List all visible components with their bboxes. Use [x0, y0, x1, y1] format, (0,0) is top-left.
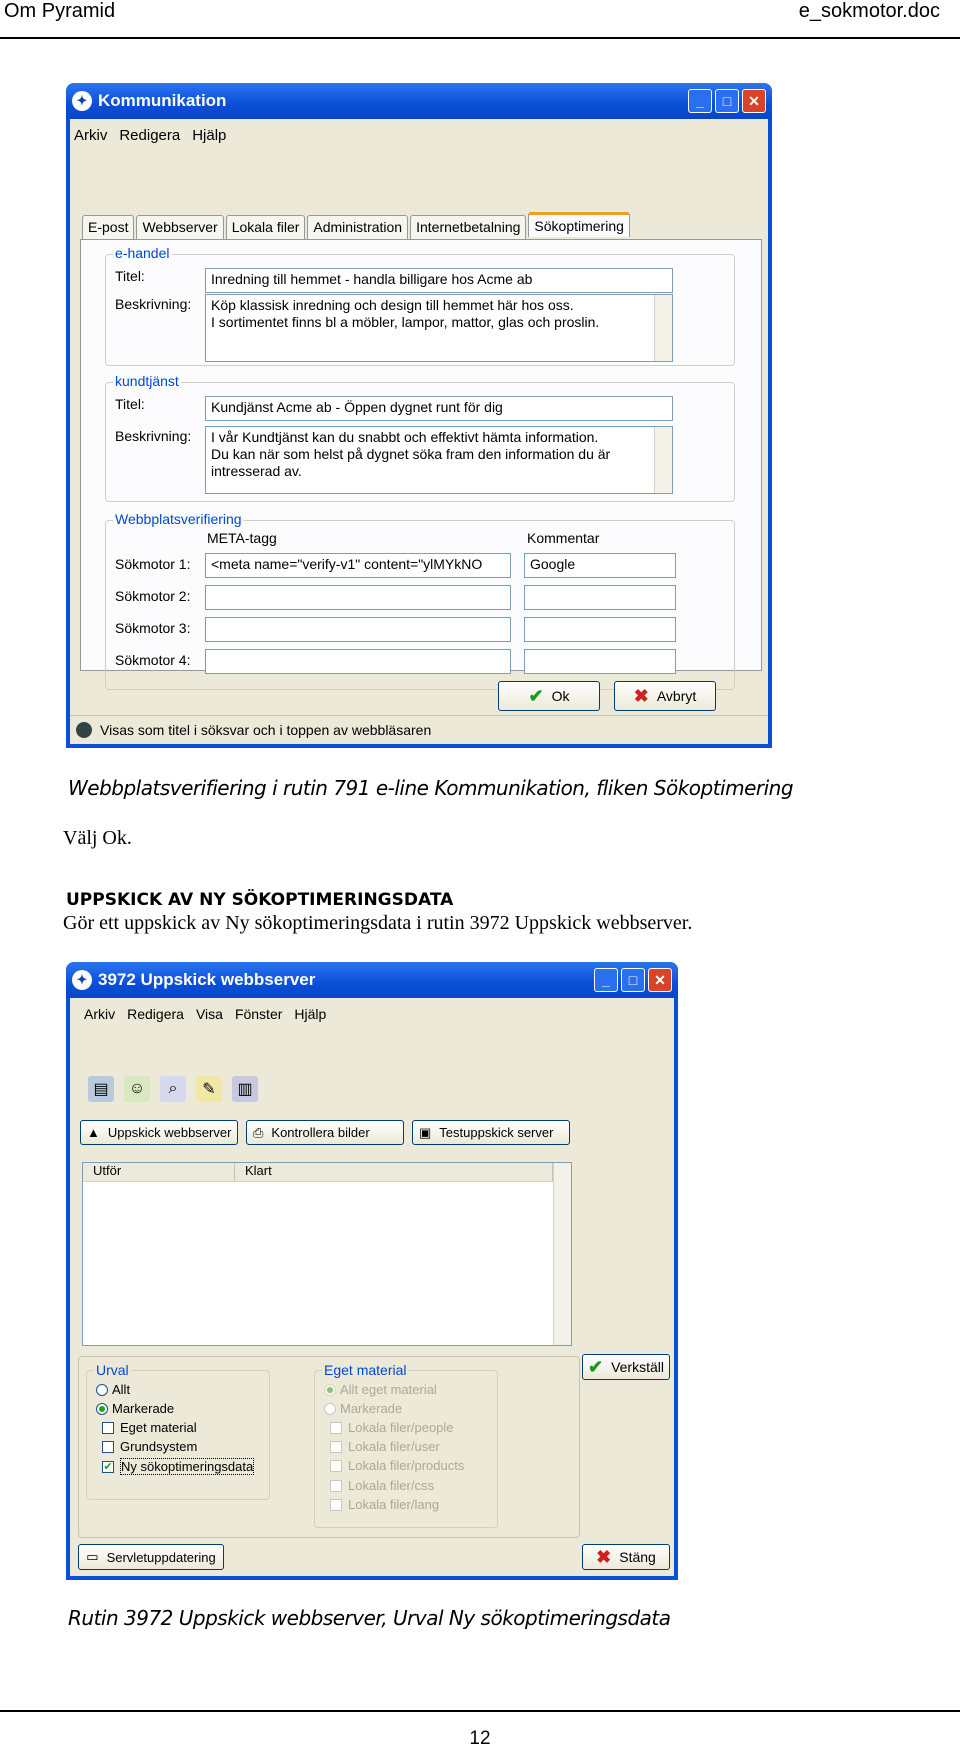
col-meta-label: META-tagg — [207, 530, 277, 546]
checkbox-eget-material[interactable]: Eget material — [102, 1420, 197, 1435]
tab-strip — [82, 215, 632, 240]
menu-visa[interactable]: Visa — [195, 1006, 223, 1022]
uppskick-window — [66, 962, 678, 1580]
sokmotor-1-kommentar-input[interactable]: Google — [524, 553, 676, 578]
sokmotor-2-kommentar-input[interactable] — [524, 585, 676, 610]
ehandel-desc-scrollbar[interactable] — [654, 295, 672, 361]
app-logo-icon: ✦ — [72, 91, 92, 111]
uppskick-webbserver-button[interactable] — [80, 1120, 238, 1145]
menu-fonster[interactable]: Fönster — [234, 1006, 283, 1022]
menu-arkiv[interactable]: Arkiv — [74, 127, 108, 144]
sokmotor-2-label: Sökmotor 2: — [115, 588, 191, 604]
checkbox-lokala-people[interactable]: Lokala filer/people — [330, 1420, 454, 1435]
footer-divider — [0, 1710, 960, 1712]
radio-allt-eget[interactable]: Allt eget material — [324, 1382, 437, 1397]
document-icon: ▣ — [419, 1124, 432, 1140]
menu-hjalp[interactable]: Hjälp — [294, 1006, 327, 1022]
verkstall-button[interactable] — [582, 1354, 670, 1380]
tab-panel — [80, 239, 762, 671]
maximize-icon[interactable]: □ — [621, 968, 645, 992]
testuppskick-server-button[interactable] — [412, 1120, 570, 1145]
uppskick-titlebar — [66, 962, 678, 998]
list-header — [83, 1163, 553, 1182]
kundtjanst-title-input[interactable]: Kundjänst Acme ab - Öppen dygnet runt för dig — [205, 396, 673, 421]
tab-internetbetalning[interactable]: Internetbetalning — [410, 215, 526, 240]
kundtjanst-desc-line2: Du kan när som helst på dygnet söka fram den information du är — [211, 446, 611, 462]
sokmotor-4-meta-input[interactable] — [205, 649, 511, 674]
ehandel-desc-input[interactable] — [205, 294, 673, 362]
verkstall-label: Verkställ — [611, 1359, 664, 1375]
avbryt-label: Avbryt — [656, 688, 697, 704]
window-title: Kommunikation — [98, 91, 227, 110]
ok-label: Ok — [551, 688, 570, 704]
menu-redigera[interactable]: Redigera — [127, 1006, 184, 1022]
col-klart[interactable]: Klart — [235, 1163, 553, 1181]
col-utfor[interactable]: Utför — [83, 1163, 235, 1181]
ok-button[interactable] — [498, 681, 600, 711]
ehandel-desc-line2: I sortimentet finns bl a möbler, lampor, mattor, glas och proslin. — [211, 314, 600, 330]
uppskick-client — [70, 998, 674, 1576]
edit-note-icon[interactable]: ✎ — [196, 1076, 222, 1102]
page-number: 12 — [469, 1728, 491, 1749]
menu-hjalp[interactable]: Hjälp — [192, 127, 227, 144]
sokmotor-1-label: Sökmotor 1: — [115, 556, 191, 572]
close-x-icon: ✖ — [596, 1546, 612, 1567]
status-text: Visas som titel i söksvar och i toppen av webbläsaren — [100, 722, 432, 738]
uppskick-webbserver-label: Uppskick webbserver — [107, 1125, 232, 1140]
checkbox-lokala-lang[interactable]: Lokala filer/lang — [330, 1497, 439, 1512]
check-icon: ✔ — [587, 1356, 604, 1377]
toolbar — [88, 1076, 268, 1102]
kundtjanst-desc-line3: intresserad av. — [211, 463, 302, 479]
kommunikation-client — [70, 119, 768, 744]
checkbox-lokala-user[interactable]: Lokala filer/user — [330, 1439, 440, 1454]
tab-epost[interactable]: E-post — [82, 215, 134, 240]
radio-markerade[interactable]: Markerade — [96, 1401, 174, 1416]
kommunikation-titlebar — [66, 83, 772, 119]
kommunikation-window — [66, 83, 772, 748]
checkbox-lokala-css[interactable]: Lokala filer/css — [330, 1478, 434, 1493]
kundtjanst-desc-line1: I vår Kundtjänst kan du snabbt och effektivt hämta information. — [211, 429, 599, 445]
sokmotor-3-label: Sökmotor 3: — [115, 620, 191, 636]
col-kommentar-label: Kommentar — [527, 530, 600, 546]
app-logo-icon: ✦ — [72, 970, 92, 990]
printer-icon: ⎙ — [253, 1124, 264, 1140]
ehandel-title-label: Titel: — [115, 268, 145, 284]
sokmotor-2-meta-input[interactable] — [205, 585, 511, 610]
header-right: e_sokmotor.doc — [798, 0, 940, 22]
radio-markerade-eget[interactable]: Markerade — [324, 1401, 402, 1416]
task-list[interactable] — [82, 1162, 572, 1346]
arrow-up-icon: ▲ — [87, 1125, 100, 1140]
close-icon[interactable]: ✕ — [742, 89, 766, 113]
servletuppdatering-label: Servletuppdatering — [106, 1549, 216, 1565]
sokmotor-4-kommentar-input[interactable] — [524, 649, 676, 674]
kundtjanst-desc-scrollbar[interactable] — [654, 427, 672, 493]
doc-icon: ▭ — [86, 1549, 99, 1564]
menu-redigera[interactable]: Redigera — [119, 127, 181, 144]
kundtjanst-title-label: Titel: — [115, 396, 145, 412]
add-user-icon[interactable]: ☺ — [124, 1076, 150, 1102]
close-icon[interactable]: ✕ — [648, 968, 672, 992]
preview-icon[interactable]: ⌕ — [160, 1076, 186, 1102]
options-frame — [78, 1356, 580, 1538]
maximize-icon[interactable]: □ — [715, 89, 739, 113]
sokmotor-4-label: Sökmotor 4: — [115, 652, 191, 668]
menu-arkiv[interactable]: Arkiv — [84, 1006, 116, 1022]
text-valj-ok: Välj Ok. — [63, 827, 132, 849]
window-title: 3972 Uppskick webbserver — [98, 970, 316, 989]
tab-administration[interactable]: Administration — [307, 215, 408, 240]
servletuppdatering-button[interactable] — [78, 1544, 224, 1570]
tab-webbserver[interactable]: Webbserver — [136, 215, 223, 240]
radio-allt[interactable]: Allt — [96, 1382, 130, 1397]
list-scrollbar[interactable] — [553, 1163, 571, 1345]
avbryt-button[interactable] — [614, 681, 716, 711]
stang-label: Stäng — [619, 1549, 656, 1565]
caption-1: Webbplatsverifiering i rutin 791 e-line Kommunikation, fliken Sökoptimering — [68, 776, 794, 800]
checkbox-lokala-products[interactable]: Lokala filer/products — [330, 1458, 464, 1473]
tab-sokoptimering[interactable]: Sökoptimering — [528, 212, 630, 237]
menubar — [70, 119, 768, 152]
ehandel-desc-label: Beskrivning: — [115, 296, 192, 312]
caption-2: Rutin 3972 Uppskick webbserver, Urval Ny sökoptimeringsdata — [68, 1606, 671, 1630]
minimize-icon[interactable]: _ — [688, 89, 712, 113]
checkbox-grundsystem[interactable]: Grundsystem — [102, 1439, 197, 1454]
ehandel-desc-line1: Köp klassisk inredning och design till hemmet här hos oss. — [211, 297, 574, 313]
group-eget-label: Eget material — [324, 1362, 407, 1378]
sokmotor-3-kommentar-input[interactable] — [524, 617, 676, 642]
group-urval-label: Urval — [96, 1362, 129, 1378]
check-icon: ✔ — [528, 685, 544, 706]
header-divider — [0, 37, 960, 39]
sokmotor-1-meta-input[interactable]: <meta name="verify-v1" content="ylMYkNO — [205, 553, 511, 578]
sokmotor-3-meta-input[interactable] — [205, 617, 511, 642]
testuppskick-server-label: Testuppskick server — [439, 1125, 554, 1140]
kontrollera-bilder-label: Kontrollera bilder — [271, 1125, 370, 1140]
minimize-icon[interactable]: _ — [594, 968, 618, 992]
tab-lokala-filer[interactable]: Lokala filer — [226, 215, 306, 240]
kontrollera-bilder-button[interactable] — [246, 1120, 404, 1145]
group-verifiering-label: Webbplatsverifiering — [115, 511, 242, 527]
status-info-icon — [76, 722, 92, 738]
documents-icon[interactable]: ▤ — [88, 1076, 114, 1102]
statusbar — [70, 715, 768, 744]
section-heading: UPPSKICK AV NY SÖKOPTIMERINGSDATA — [66, 890, 454, 910]
text-gor-uppskick: Gör ett uppskick av Ny sökoptimeringsdata i rutin 3972 Uppskick webbserver. — [63, 912, 693, 934]
checkbox-ny-sokoptimeringsdata[interactable]: ✔ Ny sökoptimeringsdata — [103, 1459, 254, 1474]
header-left: Om Pyramid — [4, 0, 116, 22]
group-kundtjanst-label: kundtjänst — [115, 373, 179, 389]
group-ehandel-label: e-handel — [115, 245, 170, 261]
stang-button[interactable] — [582, 1544, 670, 1570]
kundtjanst-desc-input[interactable] — [205, 426, 673, 494]
kundtjanst-desc-label: Beskrivning: — [115, 428, 192, 444]
book-icon[interactable]: ▥ — [232, 1076, 258, 1102]
menubar — [70, 998, 674, 1030]
ehandel-title-input[interactable]: Inredning till hemmet - handla billigare hos Acme ab — [205, 268, 673, 293]
cancel-x-icon: ✖ — [633, 685, 649, 706]
